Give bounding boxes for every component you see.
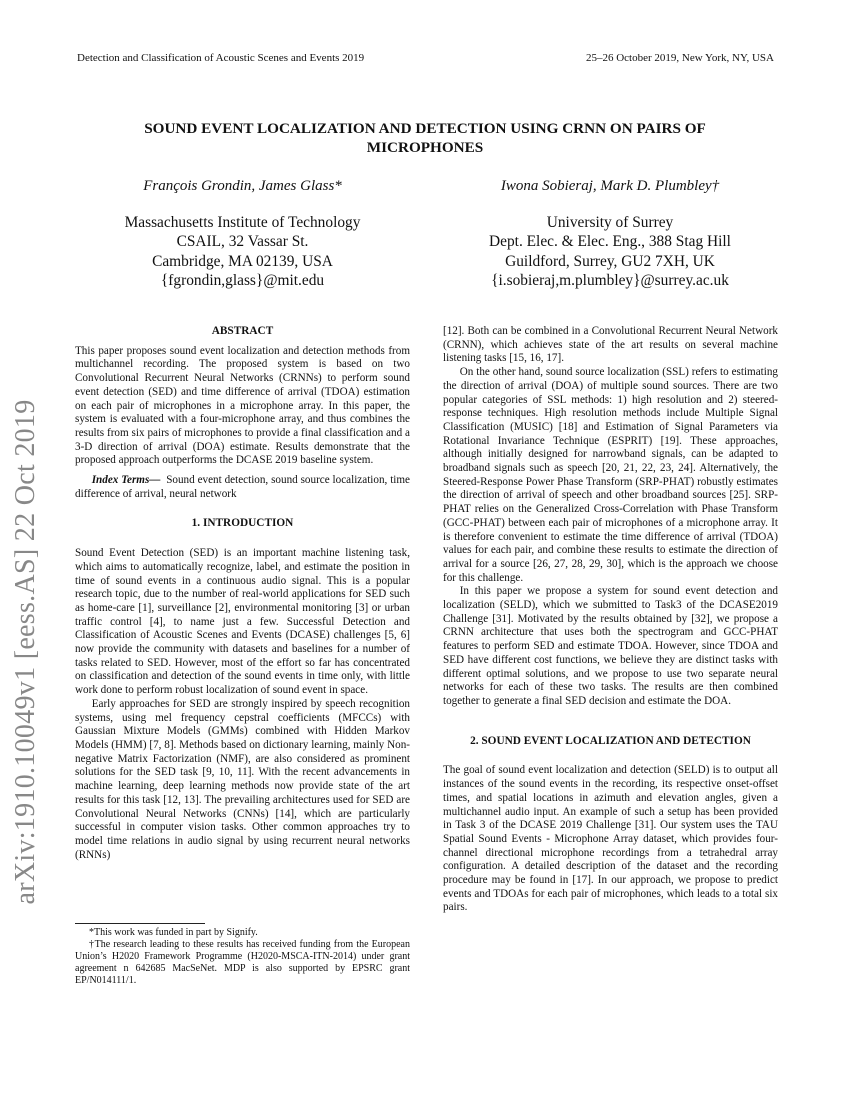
intro-paragraph-4: On the other hand, sound source localization (SSL) refers to estimating the direction of arrival (DOA) of multiple sound sources. There are two popular categories of SSL methods: 1) high resolution and 2) steered-response techniques. High resolution methods include Multiple Signal Classification (MUSIC) [18] and Estimation of Signal Parameters via Rotational Invariance Technique (ESPRIT) [19]. These approaches, although initially designed for narrowband signals, can be adapted to broadband signals such as speech [20, 21, 22, 23, 24]. Alternatively, the Steered-Response Power Phase Transform (SRP-PHAT) robustly estimates the direction of arrival of speech and other broadband sources [25]. SRP-PHAT relies on the Generalized Cross-Correlation with Phase Transform (GCC-PHAT) between each pair of microphones of a microphone array. It is therefore convenient to estimate the time difference of arrival (TDOA) values for each pair, and combine these results to estimate the direction of arrival for a source [26, 27, 28, 29, 30], which is the approach we choose for this challenge. — [443, 366, 778, 584]
section-1-heading: 1. INTRODUCTION — [191, 517, 294, 530]
intro-paragraph-3: [12]. Both can be combined in a Convolutional Recurrent Neural Network (CRNN), which achieves state of the art results on several machine listening tasks [15, 16, 17]. — [443, 325, 778, 365]
title-line-1: SOUND EVENT LOCALIZATION AND DETECTION USING CRNN ON PAIRS OF — [144, 120, 706, 137]
affiliation-left — [80, 213, 405, 290]
affil-left-line: CSAIL, 32 Vassar St. — [176, 233, 309, 251]
running-header-right: 25–26 October 2019, New York, NY, USA — [585, 52, 774, 64]
footnote-2: †The research leading to these results has received funding from the European Union’s H2020 Framework Programme (H2020-MSCA-ITN-2014) under grant agreement n 642685 MacSeNet. MDP is also supported by EPSRC grant EP/N014111/1. — [75, 939, 410, 987]
affil-right-line: University of Surrey — [546, 214, 674, 231]
intro-paragraph-1: Sound Event Detection (SED) is an important machine listening task, which aims to automatically recognize, label, and estimate the position in time of sound events in a continuous audio signal. This is a popular research topic, due to the number of real-world applications for SED such as home-care [1], surveillance [2], environmental monitoring [3] or urban traffic control [4], to name just a few. Successful Detection and Classification of Acoustic Scenes and Events (DCASE) challenges [5, 6] now provide the community with datasets and baselines for a number of tasks related to SED. However, most of the effort so far has concentrated on classification and detection of the sound events in time only, with little work done to perform robust localization of sound event in space. — [75, 547, 410, 697]
abstract-heading: ABSTRACT — [211, 325, 274, 337]
section-2-heading: 2. SOUND EVENT LOCALIZATION AND DETECTION — [470, 734, 751, 747]
intro-paragraph-2: Early approaches for SED are strongly inspired by speech recognition systems, using mel frequency cepstral coefficients (MFCCs) with Gaussian Mixture Models (GMMs) combined with Hidden Markov Models (HMM) [7, 8]. Methods based on dictionary learning, mainly Non-negative Matrix Factorization (NMF), are also considered as prominent solutions for the SED task [9, 10, 11]. With the recent advancements in machine learning, deep learning methods now provide state of the art results for this task [12, 13]. The prevailing architectures used for SED are Convolutional Neural Networks (CNNs) [14], which are particularly successful in computer vision tasks. Other common approaches try to model time relations in audio signal by using recurrent neural networks (RNNs) — [75, 697, 410, 861]
section-2-paragraph-1: The goal of sound event localization and detection (SELD) is to output all instances of the sound events in the recording, its respective onset-offset times, and spatial locations in azimuth and elevation angles, given a multichannel audio input. An example of such a setup has been provided in Task 3 of the DCASE 2019 Challenge [31]. Our system uses the TAU Spatial Sound Events - Microphone Array dataset, which provides four-channel directional microphone recordings from a tetrahedral array configuration. A detailed description of the dataset and the recording procedure may be found in [17]. In our approach, we propose to predict events and TDOAs for each pair of microphones, which leads to a total six pairs. — [443, 764, 778, 914]
abstract-text: This paper proposes sound event localization and detection methods from multichannel recording. The proposed system is based on two Convolutional Recurrent Neural Networks (CRNNs) to perform sound event detection (SED) and time difference of arrival (TDOA) estimation on each pair of microphones in a microphone array. In this paper, the system is evaluated with a four-microphone array, and thus combines the results from six pairs of microphones to provide a final classification and a 3-D direction of arrival (DOA) estimate. Results demonstrate that the proposed approach outperforms the DCASE 2019 baseline system. — [75, 344, 410, 467]
footnotes — [75, 923, 410, 987]
footnote-1: *This work was funded in part by Signify. — [89, 927, 258, 938]
authors-right: Iwona Sobieraj, Mark D. Plumbley† — [500, 178, 720, 194]
affil-left-email: {fgrondin,glass}@mit.edu — [160, 271, 325, 289]
authors-left: François Grondin, James Glass* — [143, 178, 342, 194]
arxiv-stamp: arXiv:1910.10049v1 [eess.AS] 22 Oct 2019 — [10, 399, 41, 905]
index-terms-text: Sound event detection, sound source localization, time difference of arrival, neural network — [75, 474, 410, 500]
affil-left-line: Massachusetts Institute of Technology — [124, 214, 361, 231]
affil-right-line: Guildford, Surrey, GU2 7XH, UK — [505, 252, 715, 270]
affil-right-line: Dept. Elec. & Elec. Eng., 388 Stag Hill — [489, 233, 731, 251]
left-column — [75, 325, 410, 862]
footnote-rule — [75, 923, 205, 924]
affil-left-line: Cambridge, MA 02139, USA — [152, 252, 333, 270]
running-header-left: Detection and Classification of Acoustic Scenes and Events 2019 — [77, 52, 365, 64]
affiliation-right — [440, 213, 780, 290]
intro-paragraph-5: In this paper we propose a system for sound event detection and localization (SELD), which we submitted to Task3 of the DCASE2019 Challenge [31]. Motivated by the results obtained by [32], we propose a CRNN architecture that uses both the spectrogram and GCC-PHAT features to perform SED and estimate TDOA. However, since TDOA and SED have different cost functions, we believe they are distinct tasks with different optimal solutions, and we propose to use two separate neural networks for each of these two tasks. The results are then combined together to generate a final SED decision and estimate the DOA. — [443, 585, 778, 707]
affil-right-email: {i.sobieraj,m.plumbley}@surrey.ac.uk — [491, 271, 729, 289]
title-line-2: MICROPHONES — [366, 139, 484, 156]
index-terms-label: Index Terms— — [91, 474, 161, 487]
index-terms — [75, 474, 410, 501]
paper-title — [110, 119, 740, 157]
right-column — [443, 325, 778, 915]
